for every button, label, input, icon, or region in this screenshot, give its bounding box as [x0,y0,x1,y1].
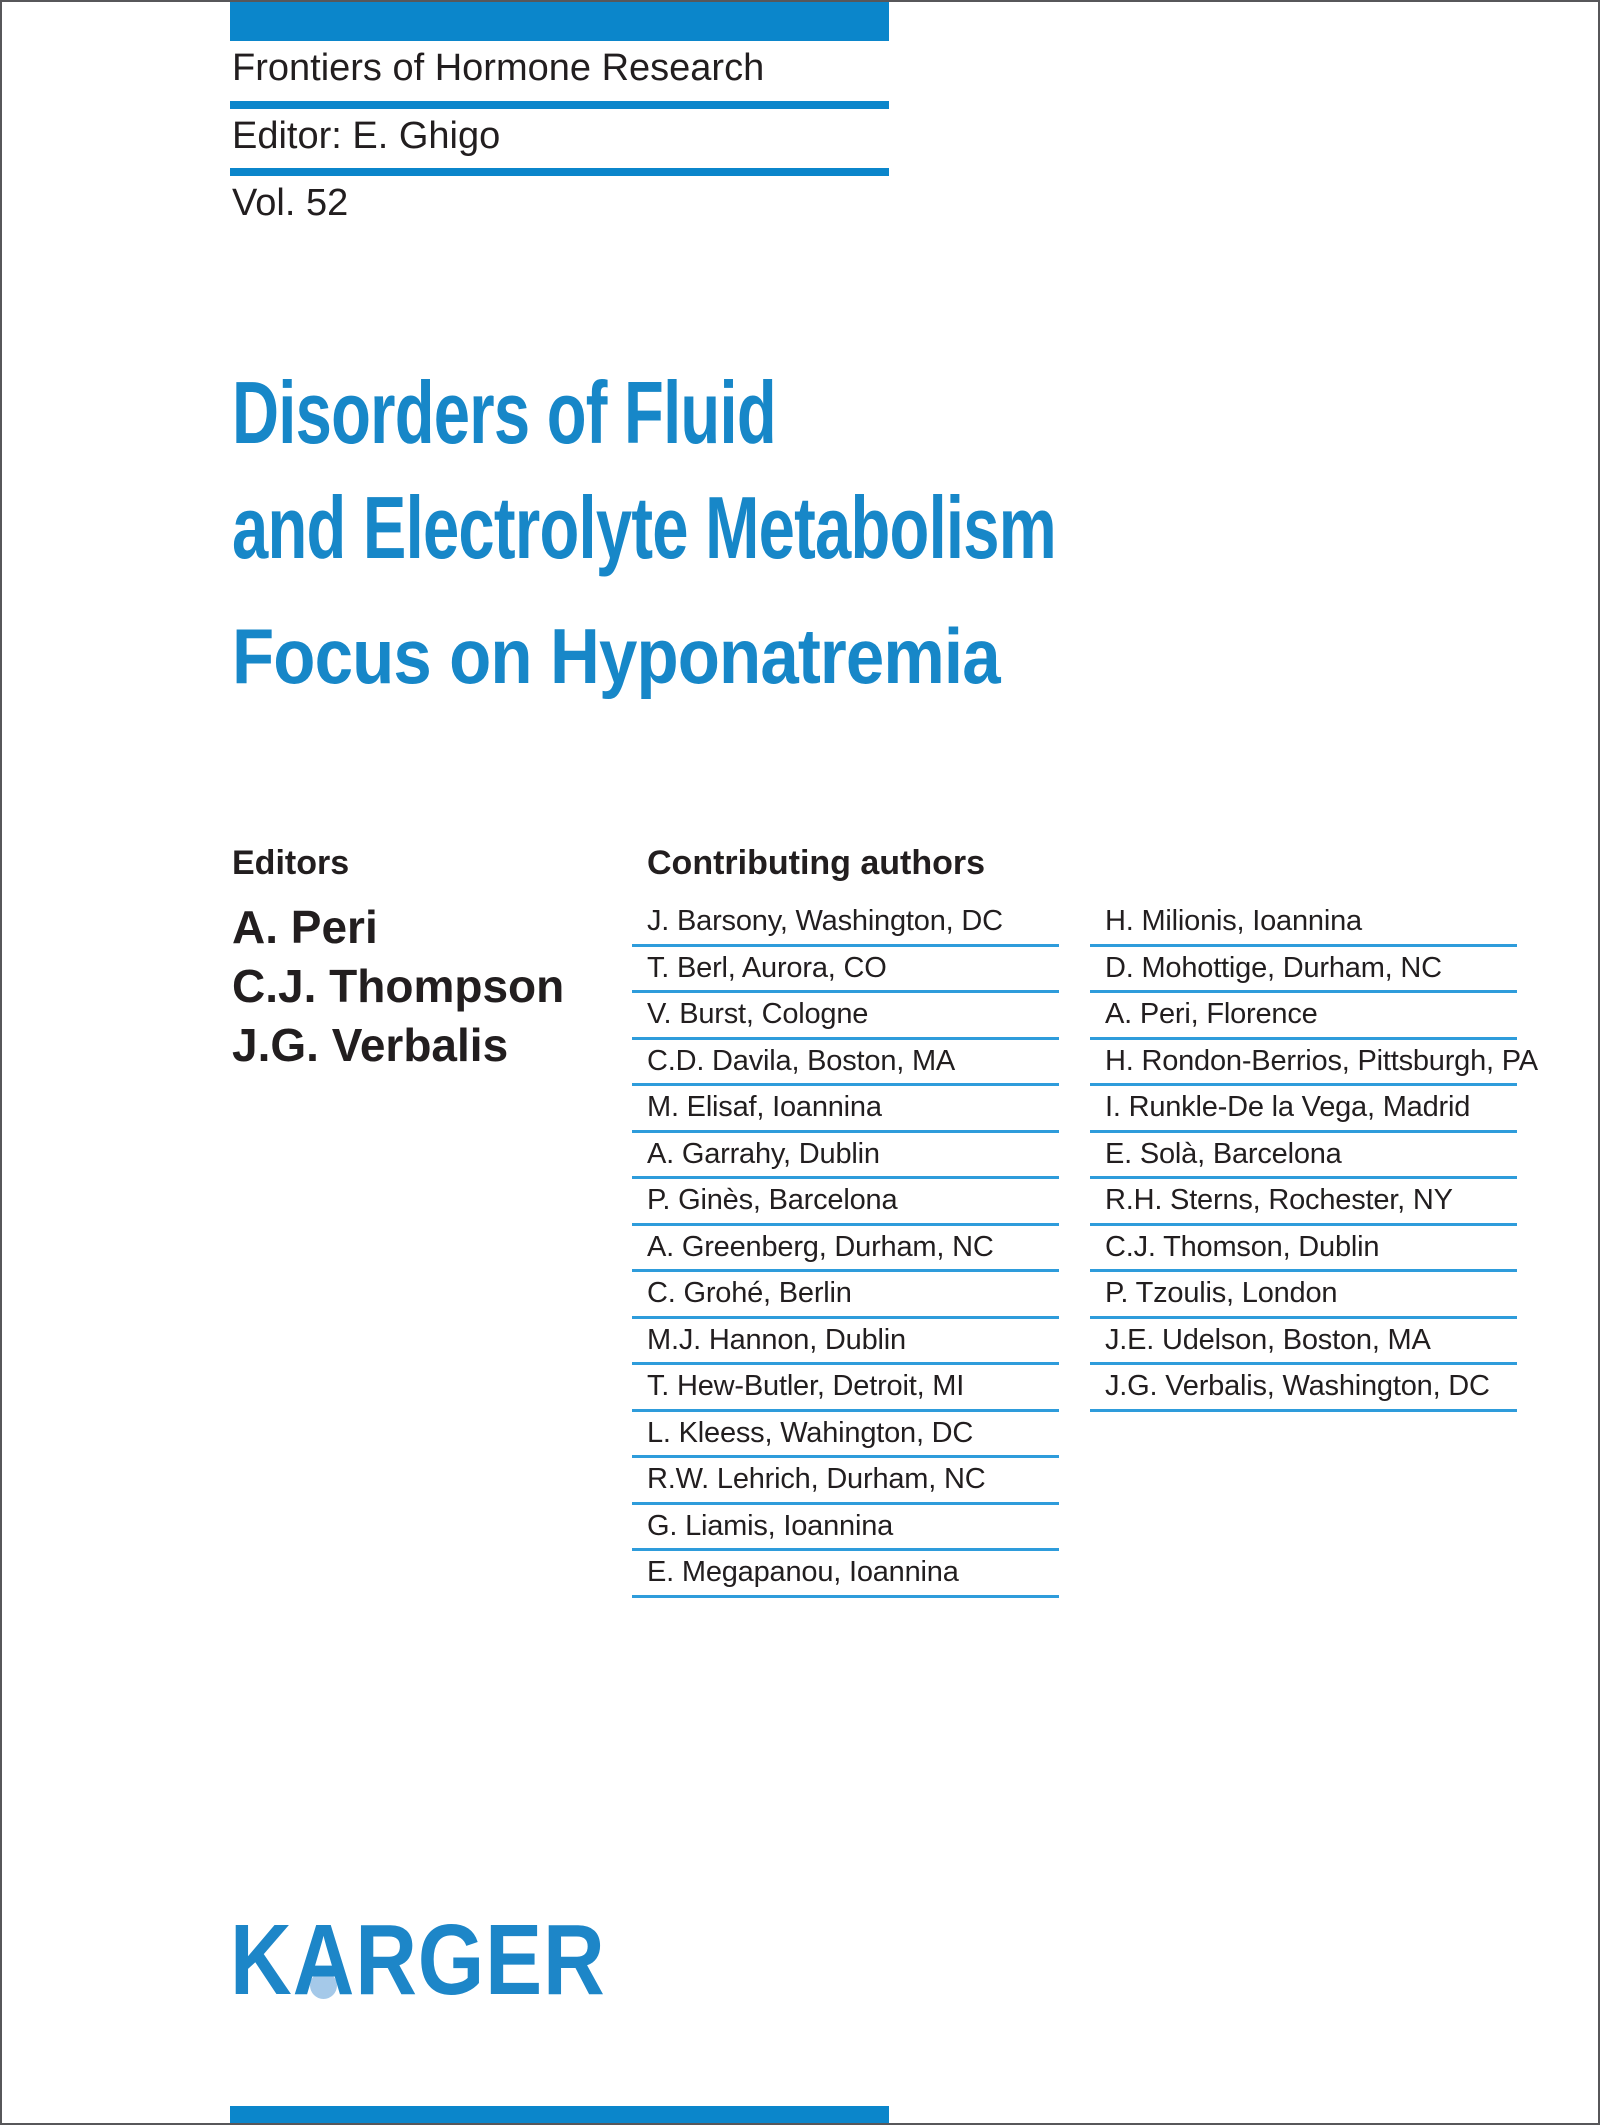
contributor-row: G. Liamis, Ioannina [632,1505,1059,1552]
book-subtitle: Focus on Hyponatremia [232,612,1000,700]
karger-logo [230,1904,700,2020]
contributor-row: C.D. Davila, Boston, MA [632,1040,1059,1087]
series-title: Frontiers of Hormone Research [232,47,765,89]
contributors-heading: Contributing authors [647,844,986,882]
contributor-row: H. Milionis, Ioannina [1090,900,1517,947]
contributor-row: C. Grohé, Berlin [632,1272,1059,1319]
editors-list [232,898,564,1075]
bottom-blue-band [230,2106,889,2123]
contributor-row: R.H. Sterns, Rochester, NY [1090,1179,1517,1226]
contributors-column-2 [1090,900,1538,1412]
contributor-row: E. Megapanou, Ioannina [632,1551,1059,1598]
series-editor: Editor: E. Ghigo [232,115,501,157]
top-blue-band [230,2,889,41]
contributor-row: J.G. Verbalis, Washington, DC [1090,1365,1517,1412]
book-title-line1: Disorders of Fluid [232,363,776,462]
contributor-row: J.E. Udelson, Boston, MA [1090,1319,1517,1366]
contributor-row: L. Kleess, Wahington, DC [632,1412,1059,1459]
book-title [232,355,1345,585]
contributor-row: P. Ginès, Barcelona [632,1179,1059,1226]
contributor-row: A. Garrahy, Dublin [632,1133,1059,1180]
contributor-row: V. Burst, Cologne [632,993,1059,1040]
contributors-column-1 [632,900,1059,1598]
editor-name: C.J. Thompson [232,960,565,1012]
contributor-row: T. Hew-Butler, Detroit, MI [632,1365,1059,1412]
contributor-row: M.J. Hannon, Dublin [632,1319,1059,1366]
contributor-row: E. Solà, Barcelona [1090,1133,1517,1180]
contributor-row: T. Berl, Aurora, CO [632,947,1059,994]
contributor-row: R.W. Lehrich, Durham, NC [632,1458,1059,1505]
book-title-line2: and Electrolyte Metabolism [232,478,1056,577]
contributor-row: P. Tzoulis, London [1090,1272,1517,1319]
series-volume: Vol. 52 [232,182,349,224]
series-divider-rule [230,168,889,176]
contributor-row: I. Runkle-De la Vega, Madrid [1090,1086,1517,1133]
editor-name: A. Peri [232,901,378,953]
contributor-row: D. Mohottige, Durham, NC [1090,947,1517,994]
editors-heading: Editors [232,844,350,882]
contributor-row: M. Elisaf, Ioannina [632,1086,1059,1133]
contributor-row: A. Peri, Florence [1090,993,1517,1040]
editor-name: J.G. Verbalis [232,1019,509,1071]
contributor-row: A. Greenberg, Durham, NC [632,1226,1059,1273]
contributor-row: H. Rondon-Berrios, Pittsburgh, PA [1090,1040,1517,1087]
contributor-row: J. Barsony, Washington, DC [632,900,1059,947]
series-divider-rule [230,101,889,109]
contributor-row: C.J. Thomson, Dublin [1090,1226,1517,1273]
karger-logo-text: KARGER [230,1904,606,2016]
